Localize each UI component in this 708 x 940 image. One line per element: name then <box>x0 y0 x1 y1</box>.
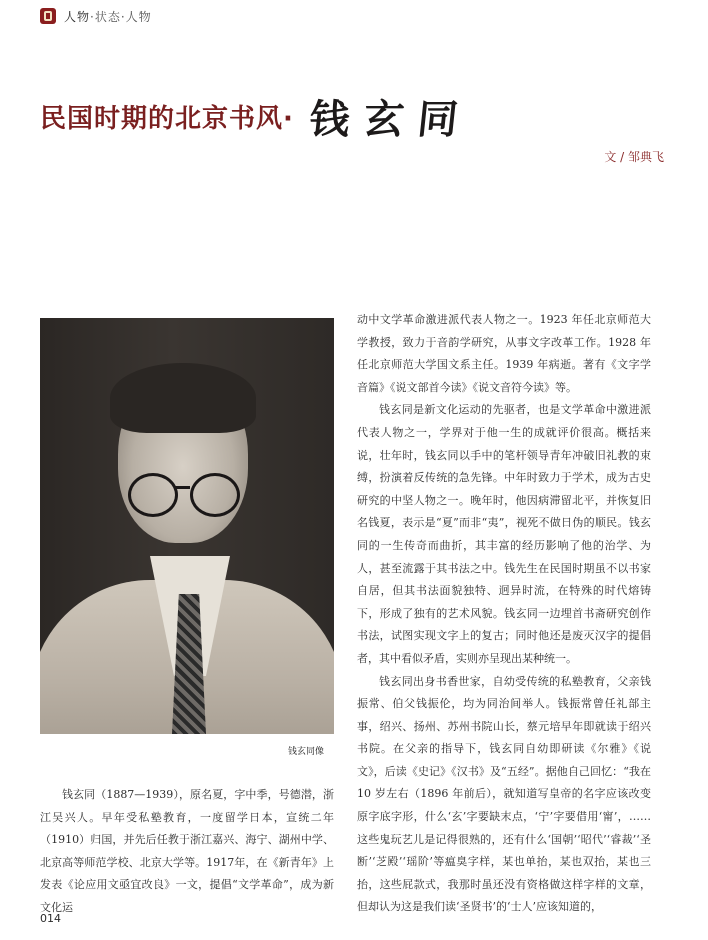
portrait-photo <box>40 318 334 734</box>
article-title-block <box>40 88 475 145</box>
section-name: 人物 <box>64 9 91 24</box>
left-paragraph-1: 钱玄同（1887—1939），原名夏，字中季，号德潜，浙江吴兴人。早年受私塾教育，一度留学日本，宣统二年（1910）归国，并先后任教于浙江嘉兴、海宁、湖州中学、北京高等师范学校、北京大学等。1917年，在《新青年》上发表《论应用文亟宜改良》一文，提倡“文学革命”，成为新文化运 <box>40 788 334 914</box>
portrait-glasses-left <box>128 473 178 517</box>
section-header <box>40 6 152 26</box>
article-title: 民国时期的北京书风· <box>40 104 294 134</box>
page-number: 014 <box>40 912 61 925</box>
magazine-logo-icon <box>40 8 56 24</box>
calligraphy-name: 钱玄同 <box>307 96 475 143</box>
article-author: 文 / 邹典飞 <box>604 150 664 164</box>
left-column <box>40 784 334 920</box>
portrait-hair <box>110 363 256 433</box>
right-paragraph-3: 钱玄同出身书香世家，自幼受传统的私塾教育，父亲钱振常、伯父钱振伦，均为同治间举人。钱振常曾任礼部主事，绍兴、扬州、苏州书院山长，蔡元培早年即就读于绍兴书院。在父亲的指导下，钱玄同自幼即研读《尔雅》《说文》，后读《史记》《汉书》及“五经”。据他自己回忆：“我在 10 岁左右（1896 年前后），就知道写皇帝的名字应该改变原字底字形，什么‘玄’字要缺末点，‘宁’字要借用‘甯’，……这些鬼玩艺儿是记得很熟的，还有什么‘国朝’‘昭代’‘睿裁’‘圣断’‘芝殿’‘瑶阶’等瘟臭字样，某也单抬，某也双抬，某也三抬，这些屁款式，我那时虽还没有资格做这样字样的文章，但却认为这是我们读‘圣贤书’的‘士人’应该知道的， <box>357 674 651 914</box>
portrait-glasses-right <box>190 473 240 517</box>
subsection-name: ·状态·人物 <box>90 9 152 24</box>
right-paragraph-1: 动中文学革命激进派代表人物之一。1923 年任北京师范大学教授，致力于音韵学研究，从事文字改革工作。1928 年任北京师范大学国文系主任。1939 年病逝。著有《文字学音篇》《说文部首今读》《说文音符今读》等。 <box>357 313 651 394</box>
right-paragraph-2: 钱玄同是新文化运动的先驱者，也是文学革命中激进派代表人物之一，学界对于他一生的成就评价很高。概括来说，壮年时，钱玄同以手中的笔杆领导青年冲破旧礼教的束缚，扮演着反传统的急先锋。中年时致力于学术，成为古史研究的中坚人物之一。晚年时，他因病滞留北平，并恢复旧名钱夏，表示是“夏”而非“夷”，视死不做日伪的顺民。钱玄同的一生传奇而曲折，其丰富的经历影响了他的治学、为人，甚至流露于其书法之中。钱先生在民国时期虽不以书家自居，但其书法面貌独特、迥异时流，在特殊的时代熔铸下，形成了独有的艺术风貌。钱玄同一边埋首书斋研究创作书法，试图实现文字上的复古；同时他还是废灭汉字的提倡者，其中看似矛盾，实则亦呈现出某种统一。 <box>357 403 651 665</box>
portrait-glasses-bridge <box>174 486 190 489</box>
section-label <box>64 8 152 25</box>
photo-caption: 钱玄同像 <box>288 747 325 757</box>
right-column <box>357 309 651 919</box>
